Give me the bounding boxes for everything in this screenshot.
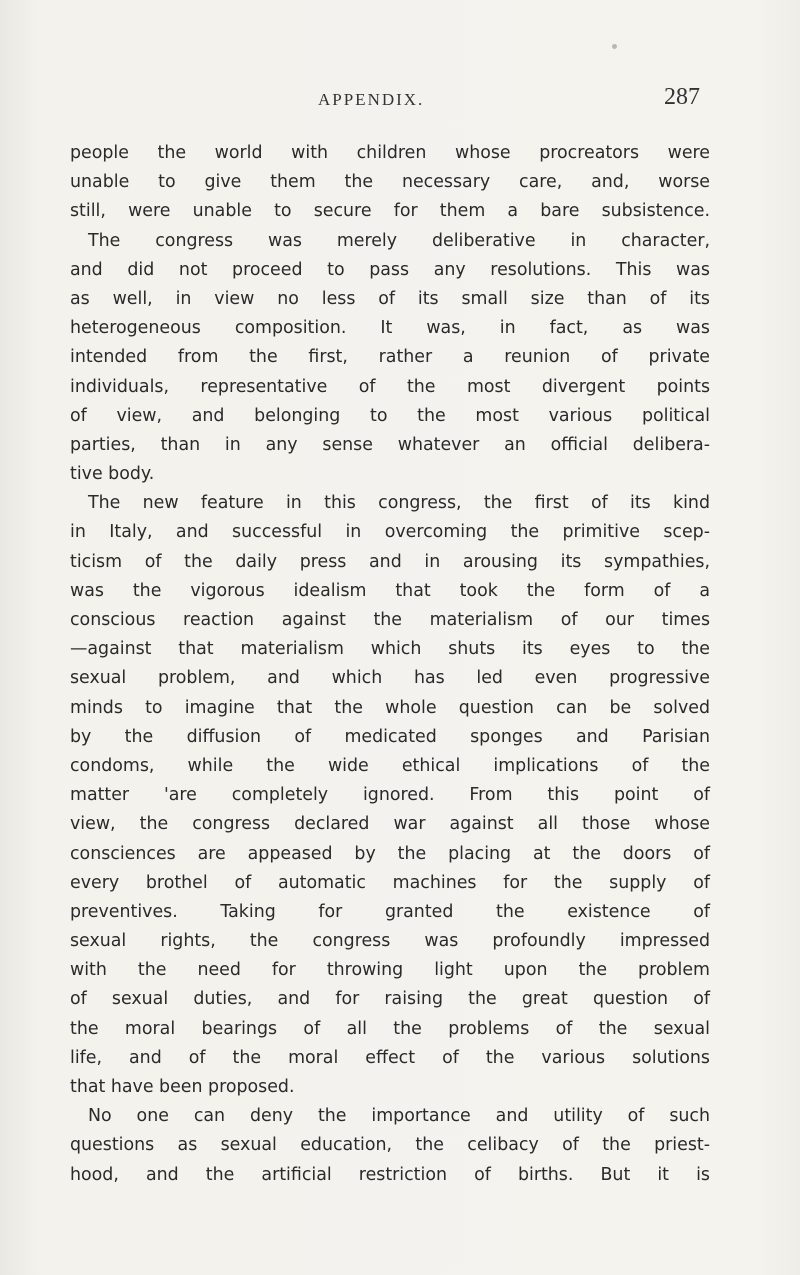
page-header (0, 84, 800, 114)
text-line: individuals, representative of the most divergent points (70, 376, 710, 397)
text-line: life, and of the moral effect of the various solutions (70, 1047, 710, 1068)
text-line: with the need for throwing light upon the problem (70, 960, 710, 981)
text-line: sexual rights, the congress was profoundly impressed (70, 931, 710, 952)
running-head: APPENDIX. (318, 90, 425, 109)
text-line: view, the congress declared war against all those whose (70, 814, 710, 835)
text-line: No one can deny the importance and utility of such (88, 1106, 710, 1127)
text-line: as well, in view no less of its small size than of its (70, 288, 710, 309)
page-number: 287 (664, 84, 700, 110)
text-line: by the diffusion of medicated sponges and Parisian (70, 726, 710, 747)
text-line: of sexual duties, and for raising the great question of (70, 989, 710, 1010)
text-line: parties, than in any sense whatever an official delibera- (70, 434, 710, 455)
text-line: —against that materialism which shuts its eyes to the (70, 639, 710, 660)
text-line: that have been proposed. (70, 1077, 295, 1097)
text-line: intended from the first, rather a reunion of private (70, 347, 710, 368)
text-line: matter 'are completely ignored. From this point of (70, 785, 710, 806)
text-line: every brothel of automatic machines for the supply of (70, 872, 710, 893)
text-line: conscious reaction against the materialism of our times (70, 610, 710, 630)
text-line: was the vigorous idealism that took the form of a (70, 580, 710, 601)
text-line: unable to give them the necessary care, and, worse (70, 172, 710, 193)
body-text (70, 139, 710, 1190)
paper-blemish (612, 44, 617, 49)
text-line: the moral bearings of all the problems of the sexual (70, 1018, 710, 1039)
text-line: preventives. Taking for granted the existence of (70, 901, 710, 922)
text-line: heterogeneous composition. It was, in fact, as was (70, 318, 710, 339)
text-line: people the world with children whose procreators were (70, 143, 710, 163)
text-line: questions as sexual education, the celibacy of the priest- (70, 1135, 710, 1156)
text-line: consciences are appeased by the placing at the doors of (70, 843, 710, 864)
text-line: still, were unable to secure for them a bare subsistence. (70, 201, 710, 222)
text-line: ticism of the daily press and in arousing its sympathies, (70, 551, 710, 572)
text-line: The new feature in this congress, the first of its kind (88, 493, 710, 514)
text-line: of view, and belonging to the most various political (70, 405, 710, 426)
text-line: condoms, while the wide ethical implications of the (70, 755, 710, 776)
text-line: in Italy, and successful in overcoming the primitive scep- (70, 522, 710, 543)
text-line: The congress was merely deliberative in character, (88, 230, 710, 251)
text-line: minds to imagine that the whole question can be solved (70, 697, 710, 718)
text-line: hood, and the artificial restriction of births. But it is (70, 1164, 710, 1185)
text-line: tive body. (70, 464, 155, 485)
text-line: sexual problem, and which has led even progressive (70, 668, 710, 689)
text-line: and did not proceed to pass any resolutions. This was (70, 259, 710, 280)
